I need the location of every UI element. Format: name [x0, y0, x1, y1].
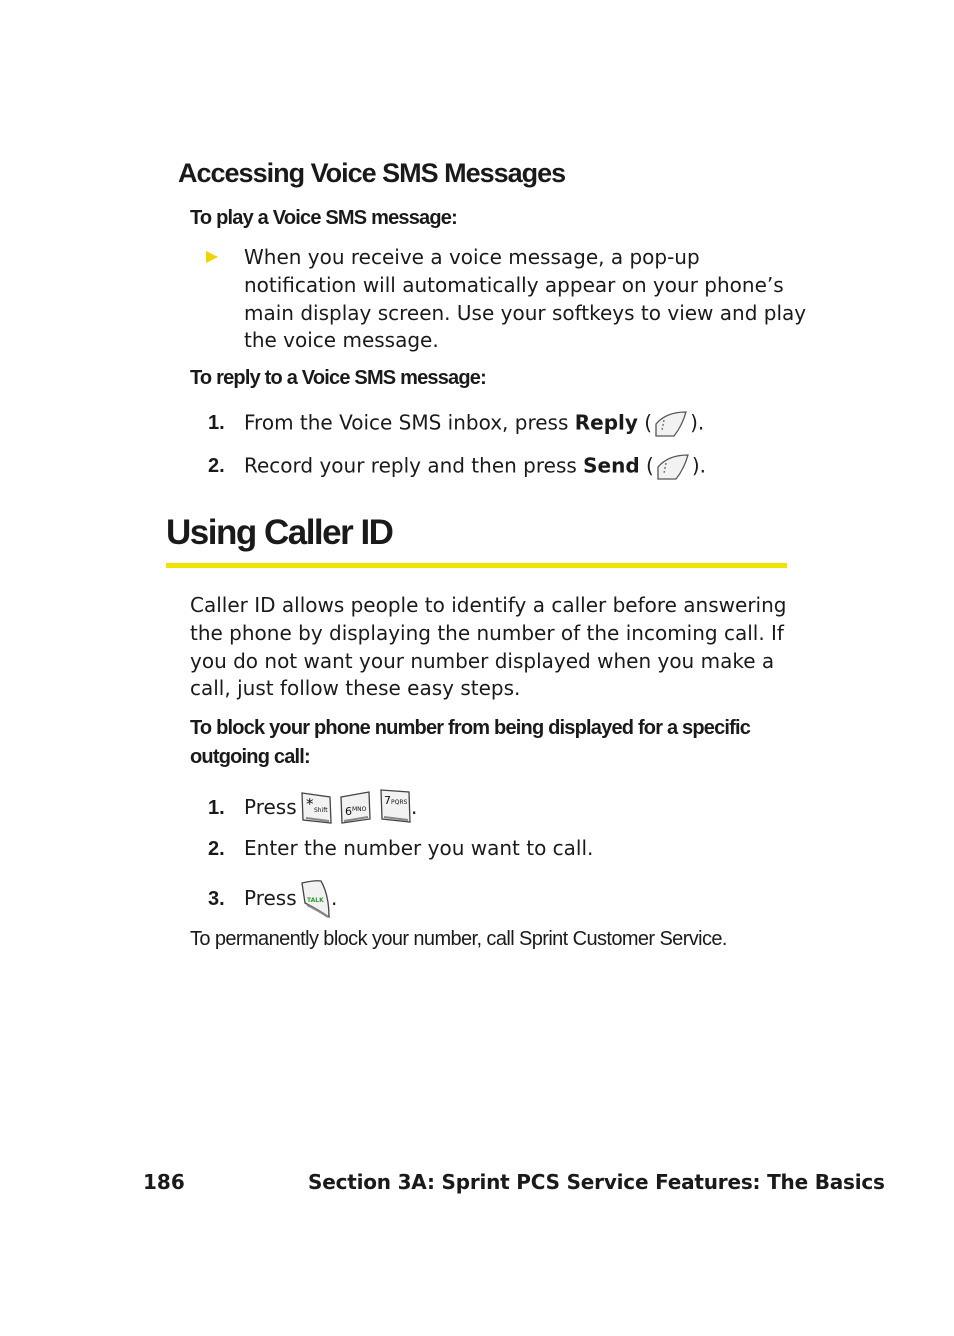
subheading-play: To play a Voice SMS message: — [190, 207, 457, 229]
key-sub-label: Shift — [314, 807, 328, 814]
talk-key-icon — [299, 879, 333, 921]
step-number: 3. — [208, 888, 225, 910]
step-number: 1. — [208, 797, 225, 819]
left-softkey-icon — [652, 410, 690, 438]
intro-line: the phone by displaying the number of the incoming call. If — [190, 620, 784, 645]
left-softkey-icon — [654, 453, 692, 481]
step-number: 1. — [208, 412, 225, 434]
intro-line: you do not want your number displayed when you make a — [190, 648, 775, 673]
key-main-label: 7 — [384, 794, 391, 807]
step-reply: From the Voice SMS inbox, press Reply ( ). — [244, 410, 704, 438]
star-shift-key-icon — [300, 790, 334, 826]
subheading-reply: To reply to a Voice SMS message: — [190, 367, 486, 389]
step-press-keys: Press — [244, 795, 297, 819]
intro-line: Caller ID allows people to identify a caller before answering — [190, 593, 787, 617]
step-enter-number: Enter the number you want to call. — [244, 836, 594, 860]
step-press-talk: Press — [244, 886, 297, 910]
talk-key-label: TALK — [307, 897, 324, 904]
send-label: Send — [583, 453, 640, 478]
section-heading-voice-sms: Accessing Voice SMS Messages — [178, 158, 566, 188]
subheading-block: To block your phone number from being displayed for a specific outgoing call: — [190, 717, 751, 768]
key-sub-label: MNO — [352, 806, 367, 813]
intro-line: call, just follow these easy steps. — [190, 676, 521, 701]
footer-section-title: Section 3A: Sprint PCS Service Features: The Basics — [308, 1170, 885, 1194]
bullet-line: main display screen. Use your softkeys to view and play — [244, 300, 807, 325]
six-mno-key-icon — [339, 790, 373, 826]
step-period: . — [411, 795, 418, 819]
bullet-line: the voice message. — [244, 328, 439, 353]
bullet-text — [244, 244, 806, 355]
intro-paragraph — [190, 592, 786, 703]
key-main-label: 6 — [345, 805, 352, 818]
block-note: To permanently block your number, call Sprint Customer Service. — [190, 928, 727, 950]
bullet-line: notification will automatically appear on your phone’s — [244, 272, 784, 297]
seven-pqrs-key-icon — [379, 788, 413, 826]
step-number: 2. — [208, 838, 225, 860]
bullet-line: When you receive a voice message, a pop-up — [244, 245, 700, 269]
page-number: 186 — [143, 1170, 185, 1194]
key-main-label: * — [306, 795, 314, 813]
bullet-arrow-icon — [206, 251, 218, 263]
step-send: Record your reply and then press Send ( ). — [244, 453, 706, 481]
step-period: . — [331, 886, 338, 910]
key-sub-label: PQRS — [391, 799, 408, 806]
step-number: 2. — [208, 455, 225, 477]
section-heading-caller-id: Using Caller ID — [166, 513, 393, 552]
heading-rule — [166, 563, 787, 568]
reply-label: Reply — [574, 410, 638, 435]
